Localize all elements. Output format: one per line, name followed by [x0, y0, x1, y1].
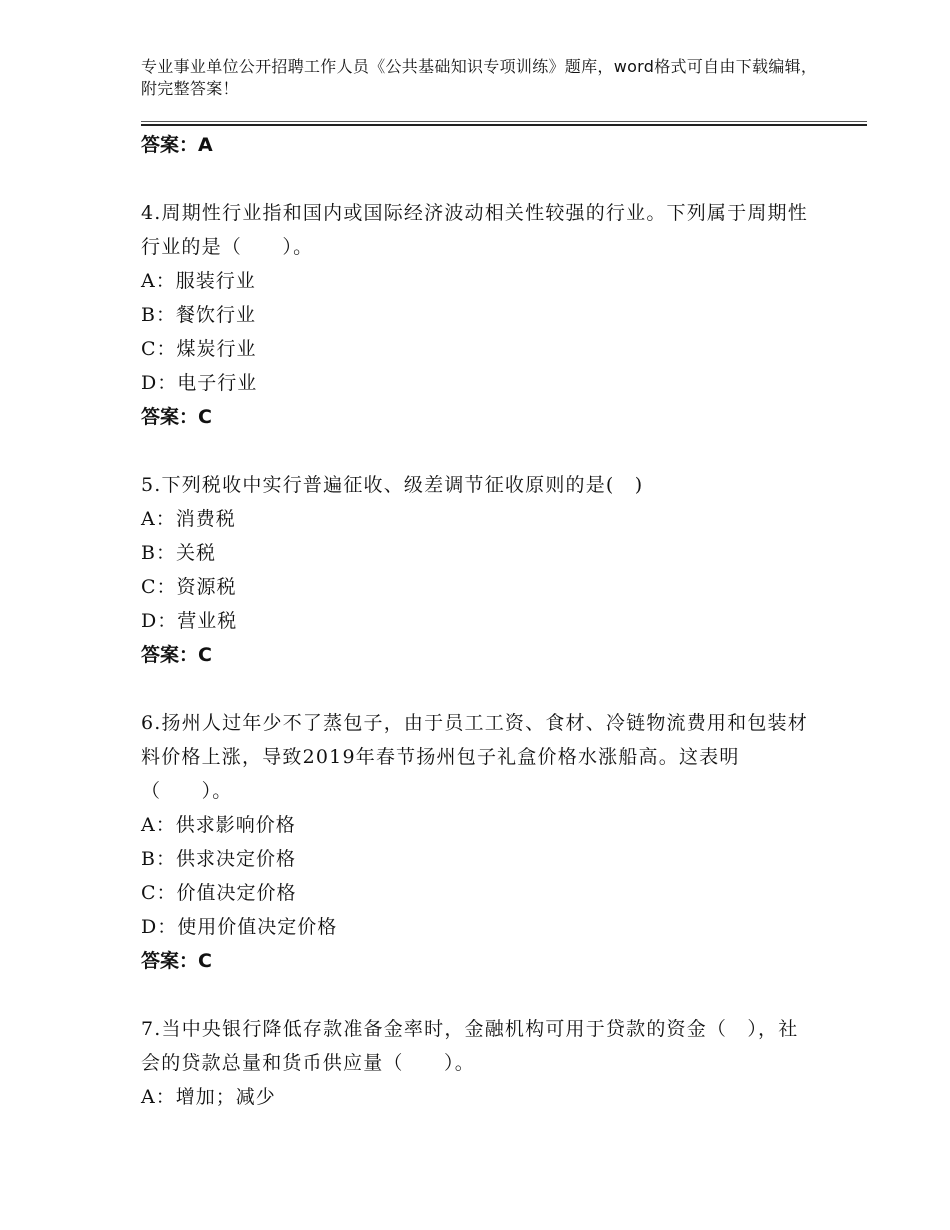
spacer — [141, 672, 841, 706]
question-text: 5.下列税收中实行普遍征收、级差调节征收原则的是( ) — [141, 474, 644, 496]
option-d: D：使用价值决定价格 — [141, 916, 338, 938]
option-b: B：关税 — [141, 542, 216, 564]
spacer — [141, 978, 841, 1012]
question-4 — [141, 196, 841, 434]
option-c: C：资源税 — [141, 576, 237, 598]
question-text: 4.周期性行业指和国内或国际经济波动相关性较强的行业。下列属于周期性行业的是（ ）。 — [141, 202, 808, 258]
header-divider — [141, 121, 867, 126]
option-b: B：餐饮行业 — [141, 304, 256, 326]
option-c: C：价值决定价格 — [141, 882, 297, 904]
option-c: C：煤炭行业 — [141, 338, 257, 360]
answer: 答案：C — [141, 406, 212, 428]
document-header: 专业事业单位公开招聘工作人员《公共基础知识专项训练》题库，word格式可自由下载编辑，附完整答案！ — [141, 57, 818, 98]
question-text: 7.当中央银行降低存款准备金率时，金融机构可用于贷款的资金（ ），社会的贷款总量和货币供应量（ ）。 — [141, 1018, 799, 1074]
question-list — [141, 128, 841, 1114]
question-5 — [141, 468, 841, 672]
option-d: D：营业税 — [141, 610, 238, 632]
question-text: 6.扬州人过年少不了蒸包子，由于员工工资、食材、冷链物流费用和包装材料价格上涨，导致2019年春节扬州包子礼盒价格水涨船高。这表明（ ）。 — [141, 712, 808, 802]
option-a: A：消费税 — [141, 508, 236, 530]
spacer — [141, 162, 841, 196]
option-b: B：供求决定价格 — [141, 848, 296, 870]
option-a: A：增加；减少 — [141, 1086, 276, 1108]
previous-answer: 答案：A — [141, 134, 213, 156]
question-6 — [141, 706, 841, 978]
option-a: A：服装行业 — [141, 270, 256, 292]
spacer — [141, 434, 841, 468]
answer: 答案：C — [141, 950, 212, 972]
option-a: A：供求影响价格 — [141, 814, 296, 836]
option-d: D：电子行业 — [141, 372, 258, 394]
question-7 — [141, 1012, 841, 1114]
answer: 答案：C — [141, 644, 212, 666]
